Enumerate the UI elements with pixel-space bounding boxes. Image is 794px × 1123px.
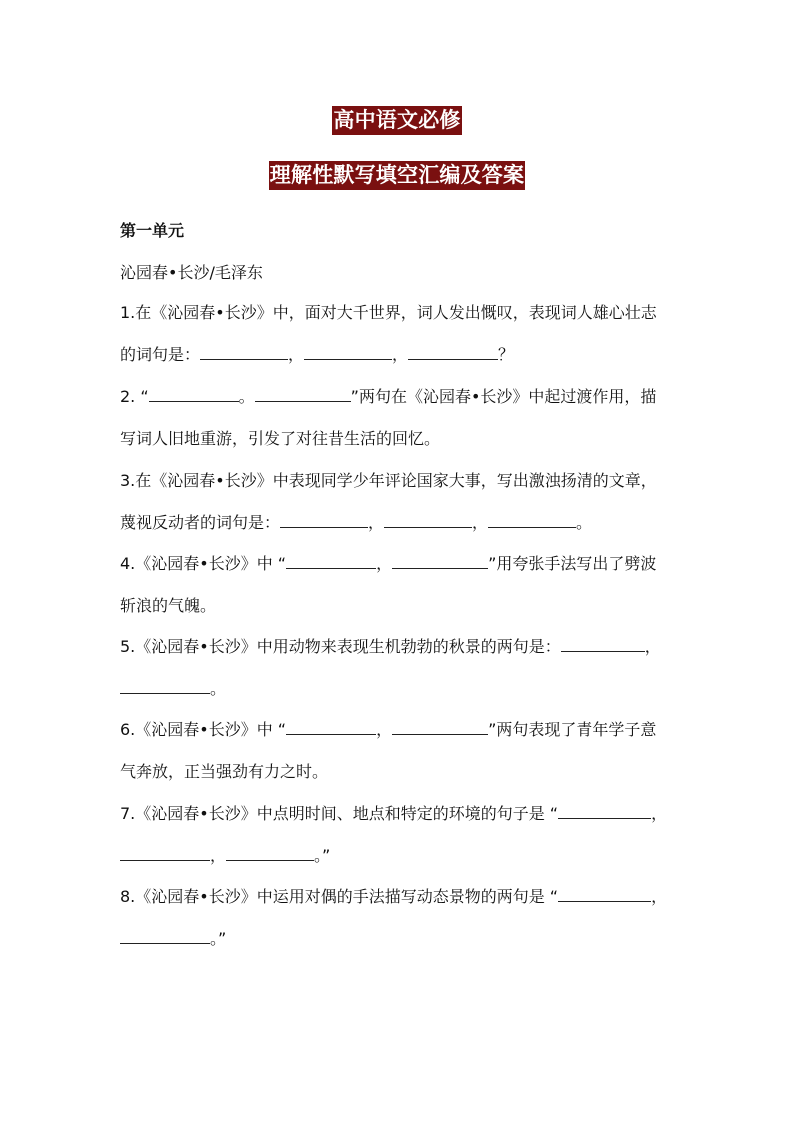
answer-blank-1c[interactable] — [408, 344, 498, 360]
answer-blank-1a[interactable] — [200, 344, 288, 360]
question-5-line-1 — [120, 636, 661, 658]
question-4-line-2: 斩浪的气魄。 — [120, 596, 217, 615]
question-6-line-2: 气奔放，正当强劲有力之时。 — [120, 762, 329, 781]
separator: ， — [472, 513, 489, 532]
question-8-prefix: 8.《沁园春•长沙》中运用对偶的手法描写动态景物的两句是 “ — [120, 887, 559, 906]
question-1-line-2 — [120, 344, 514, 366]
title-line-2-wrap — [0, 161, 794, 190]
question-1-end: ？ — [498, 345, 515, 364]
question-7-prefix: 7.《沁园春•长沙》中点明时间、地点和特定的环境的句子是 “ — [120, 804, 559, 823]
answer-blank-3b[interactable] — [384, 512, 472, 528]
answer-blank-2a[interactable] — [149, 386, 239, 402]
separator: ， — [288, 345, 305, 364]
question-3-prefix: 蔑视反动者的词句是： — [120, 513, 281, 532]
question-6-line-1 — [120, 719, 656, 741]
question-4-line-1 — [120, 553, 656, 575]
unit-heading: 第一单元 — [120, 221, 185, 240]
answer-blank-6a[interactable] — [286, 719, 376, 735]
poem-heading: 沁园春•长沙/毛泽东 — [120, 263, 263, 282]
answer-blank-8a[interactable] — [558, 886, 651, 902]
separator: ， — [210, 846, 227, 865]
separator: ， — [368, 513, 385, 532]
separator: ， — [376, 720, 393, 739]
question-3-line-2 — [120, 512, 592, 534]
answer-blank-4b[interactable] — [392, 553, 488, 569]
answer-blank-3a[interactable] — [280, 512, 368, 528]
separator: ， — [644, 637, 661, 656]
answer-blank-5b[interactable] — [120, 678, 210, 694]
answer-blank-2b[interactable] — [255, 386, 351, 402]
question-3-end: 。 — [576, 513, 593, 532]
answer-blank-1b[interactable] — [304, 344, 392, 360]
title-line-1: 高中语文必修 — [332, 106, 461, 135]
question-2-line-2: 写词人旧地重游，引发了对往昔生活的回忆。 — [120, 429, 441, 448]
question-8-line-1 — [120, 886, 667, 908]
answer-blank-6b[interactable] — [392, 719, 488, 735]
answer-blank-7c[interactable] — [226, 845, 314, 861]
question-4-prefix: 4.《沁园春•长沙》中 “ — [120, 554, 287, 573]
question-5-line-2 — [120, 678, 226, 700]
answer-blank-3c[interactable] — [488, 512, 576, 528]
question-1-prefix: 的词句是： — [120, 345, 201, 364]
question-5-prefix: 5.《沁园春•长沙》中用动物来表现生机勃勃的秋景的两句是： — [120, 637, 561, 656]
answer-blank-7a[interactable] — [558, 803, 651, 819]
question-7-line-2 — [120, 845, 330, 867]
answer-blank-7b[interactable] — [120, 845, 210, 861]
title-line-1-wrap — [0, 106, 794, 135]
question-8-line-2 — [120, 928, 226, 950]
question-7-end: 。” — [314, 846, 331, 865]
separator: ， — [651, 887, 668, 906]
question-6-prefix: 6.《沁园春•长沙》中 “ — [120, 720, 287, 739]
question-4-suffix: ”用夸张手法写出了劈波 — [488, 554, 657, 573]
separator: 。 — [238, 387, 255, 406]
question-2-suffix: ”两句在《沁园春•长沙》中起过渡作用，描 — [350, 387, 657, 406]
separator: ， — [651, 804, 668, 823]
title-line-2: 理解性默写填空汇编及答案 — [269, 161, 525, 190]
question-1-text: 1.在《沁园春•长沙》中，面对大千世界，词人发出慨叹，表现词人雄心壮志 — [120, 303, 657, 322]
question-6-suffix: ”两句表现了青年学子意 — [488, 720, 657, 739]
question-2-prefix: 2. “ — [120, 387, 149, 406]
question-2-line-1 — [120, 386, 656, 408]
question-1-line-1 — [120, 302, 657, 324]
separator: ， — [392, 345, 409, 364]
question-5-end: 。 — [210, 679, 227, 698]
answer-blank-8b[interactable] — [120, 928, 210, 944]
separator: ， — [376, 554, 393, 573]
question-7-line-1 — [120, 803, 667, 825]
question-8-end: 。” — [210, 929, 227, 948]
question-3-line-1: 3.在《沁园春•长沙》中表现同学少年评论国家大事，写出激浊扬清的文章， — [120, 471, 657, 490]
answer-blank-5a[interactable] — [561, 636, 645, 652]
answer-blank-4a[interactable] — [286, 553, 376, 569]
